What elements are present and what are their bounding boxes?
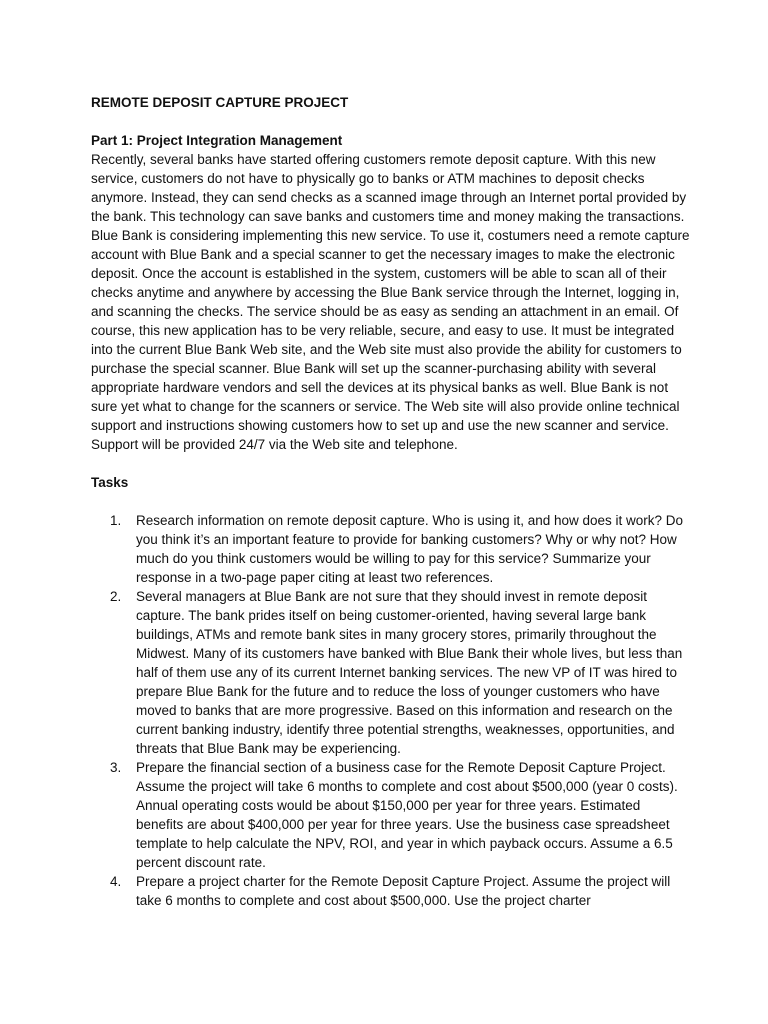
task-text: Prepare the financial section of a business case for the Remote Deposit Capture Project. Assume the project will take 6 months to complete and cost about $500,000 (year 0 costs). Annual operating costs would be about $150,000 per year for three years. Estimated benefits are about $400,000 per year for three years. Use the business case spreadsheet template to help calculate the NPV, ROI, and year in which payback occurs. Assume a 6.5 percent discount rate.	[136, 760, 678, 870]
document-body	[91, 93, 691, 910]
task-text: Several managers at Blue Bank are not sure that they should invest in remote deposit capture. The bank prides itself on being customer-oriented, having several large bank buildings, ATMs and remote bank sites in many grocery stores, primarily throughout the Midwest. Many of its customers have banked with Blue Bank their whole lives, but less than half of them use any of its current Internet banking services. The new VP of IT was hired to prepare Blue Bank for the future and to reduce the loss of younger customers who have moved to banks that are more progressive. Based on this information and research on the current banking industry, identify three potential strengths, weaknesses, opportunities, and threats that Blue Bank may be experiencing.	[136, 589, 683, 756]
intro-paragraph: Recently, several banks have started offering customers remote deposit capture. With this new service, customers do not have to physically go to banks or ATM machines to deposit checks anymore. Instead, they can send checks as a scanned image through an Internet portal provided by the bank. This technology can save banks and customers time and money making the transactions. Blue Bank is considering implementing this new service. To use it, costumers need a remote capture account with Blue Bank and a special scanner to get the necessary images to make the electronic deposit. Once the account is established in the system, customers will be able to scan all of their checks anytime and anywhere by accessing the Blue Bank service through the Internet, logging in, and scanning the checks. The service should be as easy as sending an attachment in an email. Of course, this new application has to be very reliable, secure, and easy to use. It must be integrated into the current Blue Bank Web site, and the Web site must also provide the ability for customers to purchase the special scanner. Blue Bank will set up the scanner-purchasing ability with several appropriate hardware vendors and sell the devices at its physical banks as well. Blue Bank is not sure yet what to change for the scanners or service. The Web site will also provide online technical support and instructions showing customers how to set up and use the new scanner and service. Support will be provided 24/7 via the Web site and telephone.	[91, 152, 690, 452]
task-number: 1.	[110, 513, 122, 528]
tasks-heading: Tasks	[91, 475, 129, 490]
task-text: Prepare a project charter for the Remote Deposit Capture Project. Assume the project will take 6 months to complete and cost about $500,000. Use the project charter	[136, 874, 671, 908]
task-item	[91, 872, 691, 910]
task-number: 4.	[110, 874, 122, 889]
task-item	[91, 511, 691, 587]
part1-heading: Part 1: Project Integration Management	[91, 133, 343, 148]
task-number: 3.	[110, 760, 122, 775]
task-text: Research information on remote deposit capture. Who is using it, and how does it work? Do you think it’s an important feature to provide for banking customers? Why or why not? How much do you think customers would be willing to pay for this service? Summarize your response in a two-page paper citing at least two references.	[136, 513, 684, 585]
task-item	[91, 587, 691, 758]
task-number: 2.	[110, 589, 122, 604]
task-item	[91, 758, 691, 872]
tasks-list	[91, 511, 691, 910]
document-title: REMOTE DEPOSIT CAPTURE PROJECT	[91, 95, 349, 110]
